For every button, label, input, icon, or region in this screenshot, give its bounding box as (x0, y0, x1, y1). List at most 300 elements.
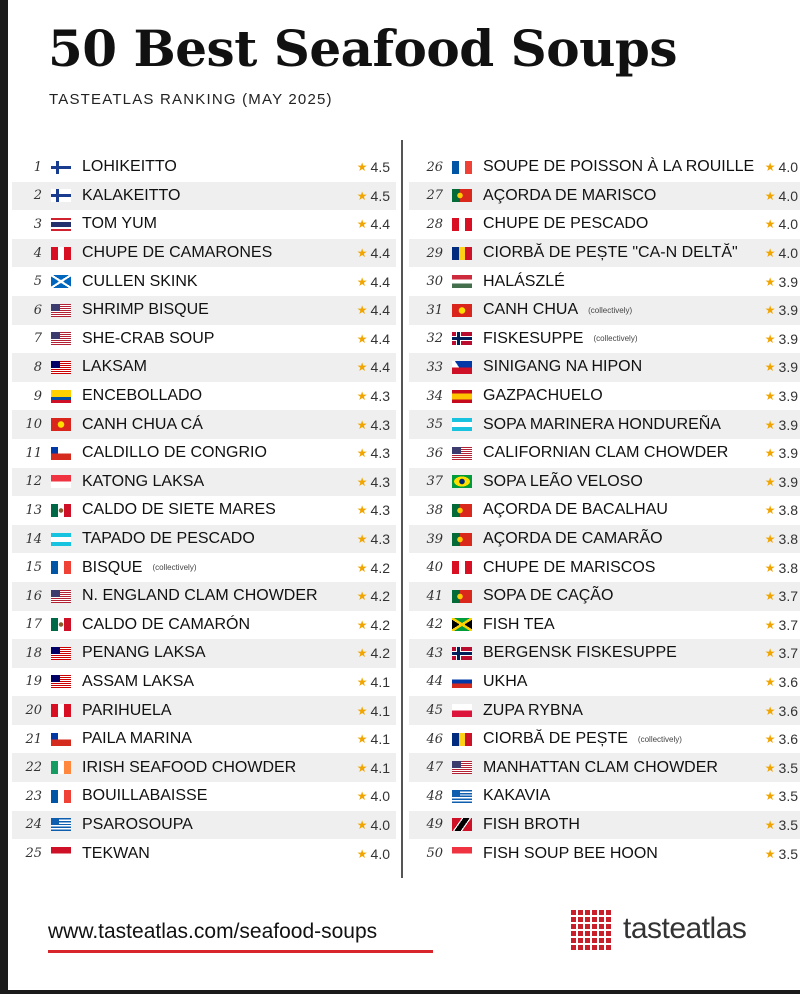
rank-number: 29 (426, 245, 443, 261)
dish-name: ASSAM LAKSA (82, 672, 195, 690)
rank-number: 33 (426, 359, 443, 375)
malaysia-flag-icon (51, 647, 71, 660)
dish-name: CANH CHUA (483, 301, 579, 319)
rating-value: 3.9 (778, 473, 798, 490)
dish-name: PSAROSOUPA (82, 815, 193, 833)
rating (357, 359, 390, 375)
rating (765, 731, 798, 747)
rating (357, 617, 390, 633)
rating-value: 3.9 (778, 330, 798, 347)
rating-value: 4.3 (370, 416, 390, 433)
rating-value: 4.0 (778, 159, 798, 176)
ranking-row (409, 553, 800, 582)
mexico-flag-icon (51, 618, 71, 631)
rank-number: 43 (426, 645, 443, 661)
rank-number: 18 (25, 645, 42, 661)
rank-number: 4 (33, 245, 42, 261)
rating-value: 3.8 (778, 559, 798, 576)
ranking-row (409, 725, 800, 754)
star-icon: ★ (764, 789, 776, 804)
dish-name: FISH TEA (483, 615, 555, 633)
star-icon: ★ (356, 674, 368, 689)
ranking-row (12, 496, 396, 525)
star-icon: ★ (356, 732, 368, 747)
rating-value: 4.0 (370, 845, 390, 862)
rating-value: 3.9 (778, 359, 798, 376)
dish-name: FISH SOUP BEE HOON (483, 844, 658, 862)
rank-number: 45 (426, 703, 443, 719)
rating-value: 4.4 (370, 330, 390, 347)
rating (765, 674, 798, 690)
rating-value: 3.8 (778, 502, 798, 519)
star-icon: ★ (356, 789, 368, 804)
usa-flag-icon (452, 447, 472, 460)
malaysia-flag-icon (51, 675, 71, 688)
rank-number: 20 (25, 703, 42, 719)
rating-value: 4.0 (778, 216, 798, 233)
rating-value: 4.3 (370, 502, 390, 519)
ranking-row (12, 553, 396, 582)
star-icon: ★ (356, 188, 368, 203)
rating-value: 4.0 (778, 187, 798, 204)
footer-link[interactable]: www.tasteatlas.com/seafood-soups (48, 920, 378, 943)
rating (357, 302, 390, 318)
dish-note: (collectively) (637, 734, 682, 744)
ranking-row (409, 668, 800, 697)
rating (765, 302, 798, 318)
dish-name: TAPADO DE PESCADO (82, 530, 255, 548)
rating-value: 4.2 (370, 559, 390, 576)
dish-name: GAZPACHUELO (483, 387, 603, 405)
dish-name: BISQUE (82, 558, 143, 576)
dish-note: (collectively) (593, 334, 638, 344)
poland-flag-icon (452, 704, 472, 717)
rating (765, 645, 798, 661)
star-icon: ★ (356, 760, 368, 775)
rating (765, 188, 798, 204)
rank-number: 11 (25, 445, 42, 461)
rating (357, 817, 390, 833)
rating-value: 4.1 (370, 702, 390, 719)
dish-name: ENCEBOLLADO (82, 387, 203, 405)
finland-flag-icon (51, 189, 71, 202)
rank-number: 14 (25, 531, 42, 547)
rank-number: 31 (426, 302, 443, 318)
usa-flag-icon (452, 761, 472, 774)
rating (765, 359, 798, 375)
rank-number: 35 (426, 417, 443, 433)
rating (357, 788, 390, 804)
dish-name: TOM YUM (82, 215, 157, 233)
star-icon: ★ (764, 760, 776, 775)
star-icon: ★ (764, 446, 776, 461)
rank-number: 5 (33, 274, 42, 290)
rating-value: 4.3 (370, 531, 390, 548)
rank-number: 22 (25, 760, 42, 776)
dish-name: CANH CHUA CÁ (82, 415, 203, 433)
dish-name: LAKSAM (82, 358, 147, 376)
rating (357, 760, 390, 776)
rank-number: 40 (426, 560, 443, 576)
rating (765, 846, 798, 862)
rating (357, 245, 390, 261)
rating-value: 3.9 (778, 445, 798, 462)
rating-value: 3.9 (778, 273, 798, 290)
rank-number: 16 (25, 588, 42, 604)
ranking-row (409, 325, 800, 354)
rating-value: 3.8 (778, 531, 798, 548)
rating (765, 445, 798, 461)
portugal-flag-icon (452, 189, 472, 202)
rating-value: 3.5 (778, 816, 798, 833)
indonesia-flag-icon (51, 847, 71, 860)
rank-number: 9 (33, 388, 42, 404)
ranking-row (409, 353, 800, 382)
greece-flag-icon (452, 790, 472, 803)
star-icon: ★ (356, 274, 368, 289)
ranking-row (409, 639, 800, 668)
rank-number: 3 (33, 216, 42, 232)
ranking-row (409, 182, 800, 211)
rating-value: 3.9 (778, 302, 798, 319)
vietnam-flag-icon (452, 304, 472, 317)
ranking-column-right (409, 153, 800, 868)
rank-number: 17 (25, 617, 42, 633)
ranking-row (12, 639, 396, 668)
dish-name: SOPA DE CAÇÃO (483, 587, 614, 605)
ranking-row (12, 611, 396, 640)
rating-value: 3.5 (778, 759, 798, 776)
rating (765, 788, 798, 804)
rating (765, 245, 798, 261)
rank-number: 13 (25, 502, 42, 518)
dish-name: CHUPE DE CAMARONES (82, 244, 273, 262)
scotland-flag-icon (51, 275, 71, 288)
rank-number: 44 (426, 674, 443, 690)
romania-flag-icon (452, 733, 472, 746)
rank-number: 6 (33, 302, 42, 318)
rank-number: 23 (25, 788, 42, 804)
rank-number: 49 (426, 817, 443, 833)
ranking-row (409, 468, 800, 497)
rating-value: 4.0 (370, 788, 390, 805)
rating (357, 674, 390, 690)
rating-value: 4.5 (370, 159, 390, 176)
rating-value: 4.3 (370, 473, 390, 490)
ranking-row (409, 696, 800, 725)
rating (765, 588, 798, 604)
rating (765, 388, 798, 404)
star-icon: ★ (764, 846, 776, 861)
rating (357, 159, 390, 175)
dish-name: BOUILLABAISSE (82, 787, 208, 805)
trinidad-flag-icon (452, 818, 472, 831)
rating (357, 502, 390, 518)
dish-name: IRISH SEAFOOD CHOWDER (82, 758, 297, 776)
star-icon: ★ (356, 331, 368, 346)
philippines-flag-icon (452, 361, 472, 374)
star-icon: ★ (356, 303, 368, 318)
rating (357, 846, 390, 862)
star-icon: ★ (764, 674, 776, 689)
star-icon: ★ (764, 246, 776, 261)
rating (765, 703, 798, 719)
peru-flag-icon (452, 561, 472, 574)
ranking-row (12, 210, 396, 239)
ireland-flag-icon (51, 761, 71, 774)
rating (357, 645, 390, 661)
ranking-column-left (12, 153, 396, 868)
rating-value: 3.7 (778, 616, 798, 633)
rating-value: 4.4 (370, 359, 390, 376)
singapore-flag-icon (51, 475, 71, 488)
rating-value: 4.2 (370, 616, 390, 633)
dish-name: FISH BROTH (483, 815, 580, 833)
malaysia-flag-icon (51, 361, 71, 374)
star-icon: ★ (356, 446, 368, 461)
russia-flag-icon (452, 675, 472, 688)
peru-flag-icon (51, 247, 71, 260)
ranking-row (12, 382, 396, 411)
ranking-row (12, 668, 396, 697)
rating-value: 3.9 (778, 388, 798, 405)
rank-number: 2 (33, 188, 42, 204)
rating-value: 4.0 (370, 816, 390, 833)
rating (765, 617, 798, 633)
rank-number: 48 (426, 788, 443, 804)
ranking-row (12, 182, 396, 211)
ecuador-flag-icon (51, 390, 71, 403)
rank-number: 42 (426, 617, 443, 633)
dish-name: N. ENGLAND CLAM CHOWDER (82, 587, 318, 605)
rating-value: 4.3 (370, 445, 390, 462)
star-icon: ★ (764, 217, 776, 232)
rating-value: 3.5 (778, 845, 798, 862)
rating (357, 474, 390, 490)
rank-number: 26 (426, 159, 443, 175)
star-icon: ★ (356, 503, 368, 518)
star-icon: ★ (764, 389, 776, 404)
dish-name: CIORBĂ DE PEȘTE "CA-N DELTĂ" (483, 244, 738, 262)
rating-value: 3.6 (778, 702, 798, 719)
star-icon: ★ (356, 217, 368, 232)
dish-name: KALAKEITTO (82, 186, 181, 204)
rating (765, 474, 798, 490)
dish-name: AÇORDA DE CAMARÃO (483, 530, 663, 548)
rating-value: 3.6 (778, 731, 798, 748)
tasteatlas-logo (571, 908, 746, 950)
dish-name: BERGENSK FISKESUPPE (483, 644, 677, 662)
ranking-row (12, 839, 396, 868)
hungary-flag-icon (452, 275, 472, 288)
mexico-flag-icon (51, 504, 71, 517)
norway-flag-icon (452, 647, 472, 660)
rating-value: 3.5 (778, 788, 798, 805)
rating-value: 3.7 (778, 645, 798, 662)
dish-name: ZUPA RYBNA (483, 701, 583, 719)
dish-name: PARIHUELA (82, 701, 172, 719)
dish-name: KAKAVIA (483, 787, 551, 805)
star-icon: ★ (356, 389, 368, 404)
dish-name: CALDO DE CAMARÓN (82, 615, 251, 633)
star-icon: ★ (356, 617, 368, 632)
honduras-flag-icon (51, 533, 71, 546)
logo-text: tasteatlas (623, 912, 747, 945)
dish-name: PAILA MARINA (82, 730, 192, 748)
rating (765, 560, 798, 576)
rank-number: 27 (426, 188, 443, 204)
star-icon: ★ (356, 703, 368, 718)
ranking-row (12, 696, 396, 725)
rating-value: 3.6 (778, 673, 798, 690)
dish-name: SINIGANG NA HIPON (483, 358, 643, 376)
rank-number: 10 (25, 417, 42, 433)
rating (765, 216, 798, 232)
dish-note: (collectively) (588, 305, 633, 315)
rank-number: 21 (25, 731, 42, 747)
rating (357, 388, 390, 404)
page-title: 50 Best Seafood Soups (48, 19, 678, 78)
rating-value: 4.4 (370, 302, 390, 319)
ranking-row (12, 582, 396, 611)
star-icon: ★ (764, 817, 776, 832)
ranking-row (12, 325, 396, 354)
star-icon: ★ (764, 417, 776, 432)
dish-name: CIORBĂ DE PEȘTE (483, 730, 628, 748)
star-icon: ★ (764, 560, 776, 575)
rating-value: 4.3 (370, 388, 390, 405)
rating-value: 4.1 (370, 673, 390, 690)
rank-number: 8 (33, 359, 42, 375)
rating (357, 274, 390, 290)
norway-flag-icon (452, 332, 472, 345)
rating-value: 4.2 (370, 588, 390, 605)
rating (357, 731, 390, 747)
star-icon: ★ (764, 646, 776, 661)
chile-flag-icon (51, 733, 71, 746)
rating (357, 188, 390, 204)
star-icon: ★ (356, 246, 368, 261)
rating-value: 4.2 (370, 645, 390, 662)
ranking-row (409, 153, 800, 182)
dish-name: CHUPE DE MARISCOS (483, 558, 656, 576)
finland-flag-icon (51, 161, 71, 174)
star-icon: ★ (356, 846, 368, 861)
rating (765, 417, 798, 433)
star-icon: ★ (356, 360, 368, 375)
rating-value: 4.5 (370, 187, 390, 204)
star-icon: ★ (356, 474, 368, 489)
ranking-row (409, 267, 800, 296)
dish-name: AÇORDA DE MARISCO (483, 186, 657, 204)
ranking-row (12, 239, 396, 268)
rank-number: 39 (426, 531, 443, 547)
ranking-row (409, 839, 800, 868)
ranking-row (409, 382, 800, 411)
star-icon: ★ (764, 303, 776, 318)
rating (357, 703, 390, 719)
star-icon: ★ (356, 160, 368, 175)
column-divider (401, 140, 403, 878)
dish-name: KATONG LAKSA (82, 472, 205, 490)
rating-value: 4.4 (370, 273, 390, 290)
rank-number: 47 (426, 760, 443, 776)
ranking-row (12, 753, 396, 782)
dish-note: (collectively) (152, 563, 197, 573)
thailand-flag-icon (51, 218, 71, 231)
rank-number: 1 (33, 159, 42, 175)
france-flag-icon (51, 561, 71, 574)
rank-number: 24 (25, 817, 42, 833)
ranking-row (409, 296, 800, 325)
star-icon: ★ (356, 646, 368, 661)
rank-number: 36 (426, 445, 443, 461)
peru-flag-icon (51, 704, 71, 717)
vietnam-flag-icon (51, 418, 71, 431)
rank-number: 19 (25, 674, 42, 690)
rating (357, 588, 390, 604)
rating (765, 331, 798, 347)
portugal-flag-icon (452, 533, 472, 546)
star-icon: ★ (764, 474, 776, 489)
rating-value: 3.9 (778, 416, 798, 433)
ranking-row (409, 439, 800, 468)
rating (765, 817, 798, 833)
dish-name: PENANG LAKSA (82, 644, 206, 662)
star-icon: ★ (764, 532, 776, 547)
rating-value: 4.4 (370, 245, 390, 262)
dish-name: SOPA LEÃO VELOSO (483, 472, 643, 490)
ranking-row (409, 210, 800, 239)
star-icon: ★ (764, 589, 776, 604)
dish-name: SHE-CRAB SOUP (82, 329, 215, 347)
dish-name: AÇORDA DE BACALHAU (483, 501, 668, 519)
rank-number: 28 (426, 216, 443, 232)
usa-flag-icon (51, 304, 71, 317)
dish-name: TEKWAN (82, 844, 150, 862)
rank-number: 7 (33, 331, 42, 347)
rating (765, 159, 798, 175)
ranking-row (12, 468, 396, 497)
honduras-flag-icon (452, 418, 472, 431)
dish-name: MANHATTAN CLAM CHOWDER (483, 758, 718, 776)
rating (765, 502, 798, 518)
star-icon: ★ (764, 160, 776, 175)
ranking-row (12, 296, 396, 325)
rank-number: 34 (426, 388, 443, 404)
rank-number: 30 (426, 274, 443, 290)
dish-name: SOPA MARINERA HONDUREÑA (483, 415, 721, 433)
greece-flag-icon (51, 818, 71, 831)
peru-flag-icon (452, 218, 472, 231)
star-icon: ★ (764, 703, 776, 718)
rating-value: 4.4 (370, 216, 390, 233)
dish-name: CULLEN SKINK (82, 272, 198, 290)
ranking-row (409, 782, 800, 811)
ranking-row (12, 353, 396, 382)
rating-value: 4.1 (370, 759, 390, 776)
ranking-row (12, 525, 396, 554)
spain-flag-icon (452, 390, 472, 403)
rank-number: 50 (426, 846, 443, 862)
star-icon: ★ (764, 274, 776, 289)
portugal-flag-icon (452, 504, 472, 517)
dish-name: LOHIKEITTO (82, 158, 177, 176)
star-icon: ★ (356, 817, 368, 832)
ranking-row (409, 410, 800, 439)
dish-name: FISKESUPPE (483, 329, 584, 347)
star-icon: ★ (764, 331, 776, 346)
